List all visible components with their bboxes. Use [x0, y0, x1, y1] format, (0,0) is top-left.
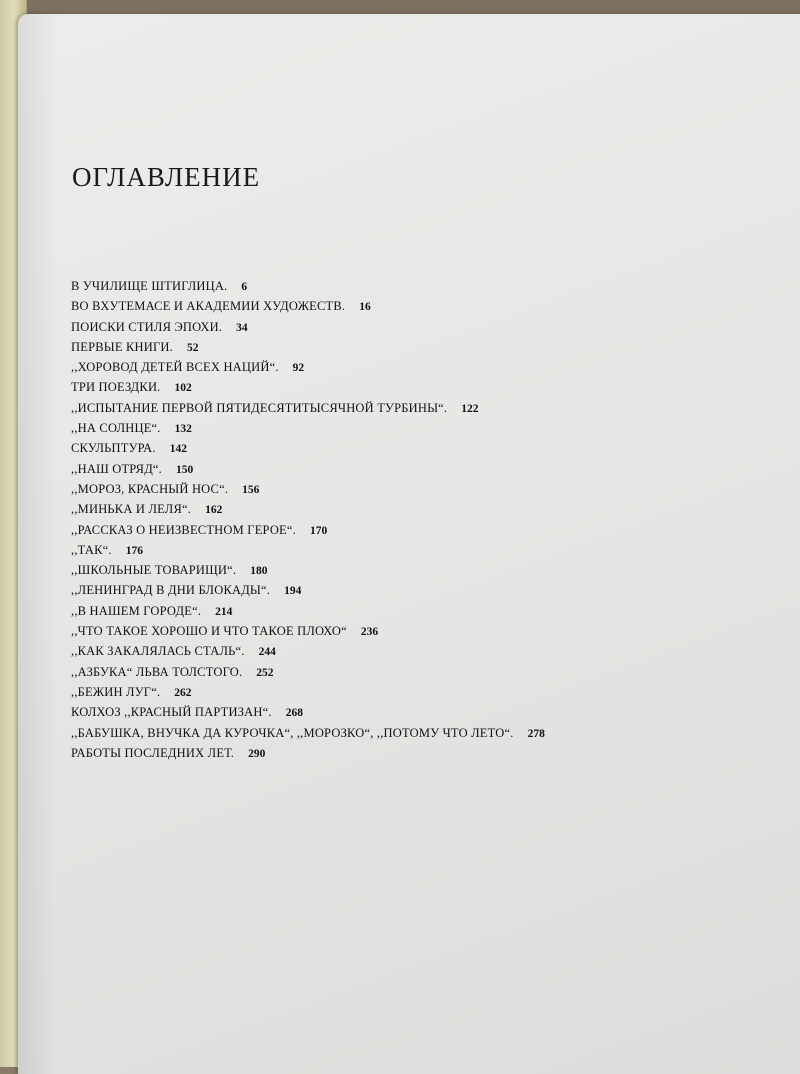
toc-entry-page: 290 — [248, 747, 266, 760]
toc-entry-page: 92 — [292, 362, 305, 375]
toc-entry-title: ,,ЛЕНИНГРАД В ДНИ БЛОКАДЫ“. — [71, 583, 271, 598]
toc-entry — [71, 398, 545, 418]
toc-entry-page: 132 — [174, 423, 192, 436]
toc-entry-page: 150 — [176, 463, 194, 476]
toc-entry — [71, 438, 545, 458]
toc-entry — [71, 479, 545, 499]
toc-entry-title: ,,БЕЖИН ЛУГ“. — [71, 684, 161, 699]
toc-entry — [71, 702, 545, 722]
toc-entry-title: ,,БАБУШКА, ВНУЧКА ДА КУРОЧКА“, ,,МОРОЗКО“, ,,ПОТОМУ ЧТО ЛЕТО“. — [71, 725, 514, 740]
toc-entry — [71, 357, 545, 377]
toc-entry-title: ,,ШКОЛЬНЫЕ ТОВАРИЩИ“. — [71, 563, 237, 578]
toc-entry — [71, 662, 545, 682]
table-of-contents — [71, 276, 545, 763]
toc-entry-title: ,,НА СОЛНЦЕ“. — [71, 421, 161, 436]
toc-entry-page: 162 — [205, 504, 223, 517]
toc-entry-title: ,,В НАШЕМ ГОРОДЕ“. — [71, 603, 202, 618]
toc-entry-page: 180 — [250, 565, 268, 578]
toc-entry-page: 176 — [125, 544, 143, 557]
toc-entry-page: 122 — [461, 402, 479, 415]
toc-entry — [71, 621, 545, 641]
toc-entry-title: КОЛХОЗ ,,КРАСНЫЙ ПАРТИЗАН“. — [71, 705, 272, 720]
toc-entry-page: 142 — [169, 443, 187, 456]
toc-entry-title: ,,КАК ЗАКАЛЯЛАСЬ СТАЛЬ“. — [71, 644, 245, 659]
toc-entry-title: ,,МИНЬКА И ЛЕЛЯ“. — [71, 502, 192, 517]
toc-entry-page: 268 — [285, 707, 303, 720]
toc-entry — [71, 337, 545, 357]
toc-entry-page: 214 — [215, 605, 233, 618]
toc-entry-page: 236 — [360, 626, 379, 639]
toc-entry — [71, 641, 545, 661]
toc-entry — [71, 377, 545, 397]
toc-entry-page: 262 — [174, 686, 192, 699]
toc-entry-title: ,,ИСПЫТАНИЕ ПЕРВОЙ ПЯТИДЕСЯТИТЫСЯЧНОЙ ТУРБИНЫ“. — [71, 400, 448, 415]
toc-entry — [71, 723, 545, 743]
toc-entry-title: В УЧИЛИЩЕ ШТИГЛИЦА. — [71, 279, 228, 293]
toc-entry — [71, 560, 545, 580]
toc-entry-page: 252 — [256, 666, 274, 679]
toc-entry-page: 170 — [309, 524, 328, 537]
toc-entry-page: 16 — [359, 301, 371, 314]
toc-entry-title: ,,АЗБУКА“ ЛЬВА ТОЛСТОГО. — [71, 664, 243, 679]
toc-entry-page: 34 — [236, 321, 248, 334]
toc-entry — [71, 580, 545, 600]
toc-entry — [71, 520, 545, 540]
toc-entry-title: РАБОТЫ ПОСЛЕДНИХ ЛЕТ. — [71, 745, 235, 760]
toc-entry-title: ,,ЧТО ТАКОЕ ХОРОШО И ЧТО ТАКОЕ ПЛОХО“ — [71, 624, 347, 639]
toc-entry-page: 194 — [284, 585, 302, 598]
toc-entry — [71, 540, 545, 560]
toc-entry — [71, 499, 545, 519]
toc-entry-title: СКУЛЬПТУРА. — [71, 441, 156, 456]
toc-entry-page: 52 — [186, 341, 199, 354]
toc-entry — [71, 296, 545, 316]
toc-entry — [71, 418, 545, 438]
toc-entry-title: ,,МОРОЗ, КРАСНЫЙ НОС“. — [71, 481, 229, 496]
toc-entry-page: 244 — [258, 646, 276, 659]
toc-entry-page: 102 — [174, 382, 192, 395]
toc-entry-page: 6 — [241, 281, 248, 293]
toc-entry-title: ,,РАССКАЗ О НЕИЗВЕСТНОМ ГЕРОЕ“. — [71, 522, 296, 537]
toc-entry-page: 156 — [242, 483, 260, 496]
toc-entry-title: ,,ХОРОВОД ДЕТЕЙ ВСЕХ НАЦИЙ“. — [71, 360, 279, 375]
toc-entry-title: ,,ТАК“. — [71, 542, 112, 557]
toc-entry-title: ПОИСКИ СТИЛЯ ЭПОХИ. — [71, 319, 223, 334]
page-title: ОГЛАВЛЕНИЕ — [72, 162, 261, 192]
toc-entry-title: ,,НАШ ОТРЯД“. — [71, 461, 163, 476]
toc-entry-page: 278 — [527, 727, 545, 740]
toc-entry-title: ВО ВХУТЕМАСЕ И АКАДЕМИИ ХУДОЖЕСТВ. — [71, 299, 346, 314]
toc-entry — [71, 317, 545, 337]
toc-entry — [71, 276, 545, 296]
page-gutter-shadow — [18, 14, 58, 1074]
toc-entry-title: ТРИ ПОЕЗДКИ. — [71, 380, 161, 395]
toc-entry-title: ПЕРВЫЕ КНИГИ. — [71, 339, 173, 354]
toc-entry — [71, 459, 545, 479]
toc-entry — [71, 601, 545, 621]
toc-entry — [71, 682, 545, 702]
toc-entry — [71, 743, 545, 763]
